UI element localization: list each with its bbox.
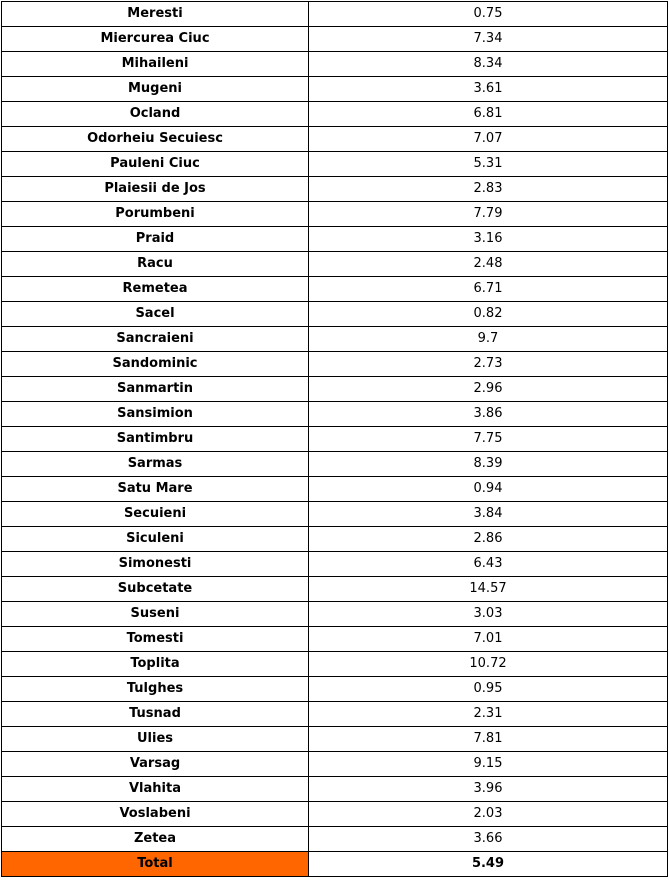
value-cell: 7.34 bbox=[309, 27, 668, 52]
total-row bbox=[2, 852, 668, 877]
table-row bbox=[2, 452, 668, 477]
table-row bbox=[2, 427, 668, 452]
value-cell: 7.81 bbox=[309, 727, 668, 752]
table-row bbox=[2, 402, 668, 427]
locality-name-cell: Simonesti bbox=[2, 552, 309, 577]
value-cell: 2.96 bbox=[309, 377, 668, 402]
value-cell: 5.31 bbox=[309, 152, 668, 177]
table-row bbox=[2, 627, 668, 652]
table-row bbox=[2, 752, 668, 777]
locality-name-cell: Sanmartin bbox=[2, 377, 309, 402]
table-row bbox=[2, 677, 668, 702]
value-cell: 3.61 bbox=[309, 77, 668, 102]
value-cell: 9.7 bbox=[309, 327, 668, 352]
locality-name-cell: Sarmas bbox=[2, 452, 309, 477]
table-row bbox=[2, 77, 668, 102]
table-row bbox=[2, 352, 668, 377]
locality-name-cell: Odorheiu Secuiesc bbox=[2, 127, 309, 152]
value-cell: 0.94 bbox=[309, 477, 668, 502]
value-cell: 0.82 bbox=[309, 302, 668, 327]
value-cell: 2.73 bbox=[309, 352, 668, 377]
value-cell: 2.83 bbox=[309, 177, 668, 202]
total-value: 5.49 bbox=[309, 852, 668, 877]
table-row bbox=[2, 477, 668, 502]
locality-name-cell: Subcetate bbox=[2, 577, 309, 602]
table-row bbox=[2, 802, 668, 827]
locality-name-cell: Ulies bbox=[2, 727, 309, 752]
total-label: Total bbox=[2, 852, 309, 877]
value-cell: 7.07 bbox=[309, 127, 668, 152]
locality-name-cell: Vlahita bbox=[2, 777, 309, 802]
locality-name-cell: Praid bbox=[2, 227, 309, 252]
locality-name-cell: Mihaileni bbox=[2, 52, 309, 77]
value-cell: 7.01 bbox=[309, 627, 668, 652]
value-cell: 2.48 bbox=[309, 252, 668, 277]
table-row bbox=[2, 127, 668, 152]
table-row bbox=[2, 602, 668, 627]
locality-name-cell: Mugeni bbox=[2, 77, 309, 102]
table-row bbox=[2, 377, 668, 402]
locality-name-cell: Zetea bbox=[2, 827, 309, 852]
locality-name-cell: Tulghes bbox=[2, 677, 309, 702]
table-row bbox=[2, 577, 668, 602]
table-row bbox=[2, 777, 668, 802]
table-row bbox=[2, 102, 668, 127]
table-row bbox=[2, 502, 668, 527]
table-row bbox=[2, 2, 668, 27]
value-cell: 3.86 bbox=[309, 402, 668, 427]
value-cell: 3.03 bbox=[309, 602, 668, 627]
table-row bbox=[2, 227, 668, 252]
locality-name-cell: Pauleni Ciuc bbox=[2, 152, 309, 177]
value-cell: 14.57 bbox=[309, 577, 668, 602]
table-row bbox=[2, 177, 668, 202]
table-row bbox=[2, 252, 668, 277]
table-row bbox=[2, 52, 668, 77]
value-cell: 6.71 bbox=[309, 277, 668, 302]
table-row bbox=[2, 152, 668, 177]
locality-name-cell: Satu Mare bbox=[2, 477, 309, 502]
locality-name-cell: Voslabeni bbox=[2, 802, 309, 827]
table-row bbox=[2, 302, 668, 327]
value-cell: 6.81 bbox=[309, 102, 668, 127]
locality-name-cell: Plaiesii de Jos bbox=[2, 177, 309, 202]
locality-name-cell: Sandominic bbox=[2, 352, 309, 377]
table-row bbox=[2, 27, 668, 52]
table-row bbox=[2, 202, 668, 227]
table-row bbox=[2, 527, 668, 552]
value-cell: 2.31 bbox=[309, 702, 668, 727]
value-cell: 3.16 bbox=[309, 227, 668, 252]
locality-name-cell: Santimbru bbox=[2, 427, 309, 452]
value-cell: 2.86 bbox=[309, 527, 668, 552]
table-row bbox=[2, 652, 668, 677]
table-row bbox=[2, 277, 668, 302]
value-cell: 8.34 bbox=[309, 52, 668, 77]
locality-name-cell: Racu bbox=[2, 252, 309, 277]
locality-name-cell: Meresti bbox=[2, 2, 309, 27]
locality-name-cell: Tomesti bbox=[2, 627, 309, 652]
locality-name-cell: Sancraieni bbox=[2, 327, 309, 352]
table-row bbox=[2, 552, 668, 577]
value-cell: 0.95 bbox=[309, 677, 668, 702]
value-cell: 10.72 bbox=[309, 652, 668, 677]
locality-name-cell: Siculeni bbox=[2, 527, 309, 552]
locality-name-cell: Miercurea Ciuc bbox=[2, 27, 309, 52]
table-row bbox=[2, 827, 668, 852]
locality-name-cell: Varsag bbox=[2, 752, 309, 777]
value-cell: 9.15 bbox=[309, 752, 668, 777]
locality-name-cell: Sacel bbox=[2, 302, 309, 327]
table-body bbox=[2, 2, 668, 852]
table-row bbox=[2, 727, 668, 752]
locality-name-cell: Tusnad bbox=[2, 702, 309, 727]
value-cell: 7.79 bbox=[309, 202, 668, 227]
value-cell: 0.75 bbox=[309, 2, 668, 27]
value-cell: 3.96 bbox=[309, 777, 668, 802]
table-row bbox=[2, 327, 668, 352]
value-cell: 3.66 bbox=[309, 827, 668, 852]
value-cell: 3.84 bbox=[309, 502, 668, 527]
locality-name-cell: Sansimion bbox=[2, 402, 309, 427]
table-row bbox=[2, 702, 668, 727]
value-cell: 6.43 bbox=[309, 552, 668, 577]
locality-name-cell: Remetea bbox=[2, 277, 309, 302]
data-table bbox=[1, 1, 668, 877]
locality-name-cell: Porumbeni bbox=[2, 202, 309, 227]
locality-name-cell: Suseni bbox=[2, 602, 309, 627]
locality-name-cell: Secuieni bbox=[2, 502, 309, 527]
locality-name-cell: Toplita bbox=[2, 652, 309, 677]
value-cell: 8.39 bbox=[309, 452, 668, 477]
locality-name-cell: Ocland bbox=[2, 102, 309, 127]
value-cell: 2.03 bbox=[309, 802, 668, 827]
value-cell: 7.75 bbox=[309, 427, 668, 452]
